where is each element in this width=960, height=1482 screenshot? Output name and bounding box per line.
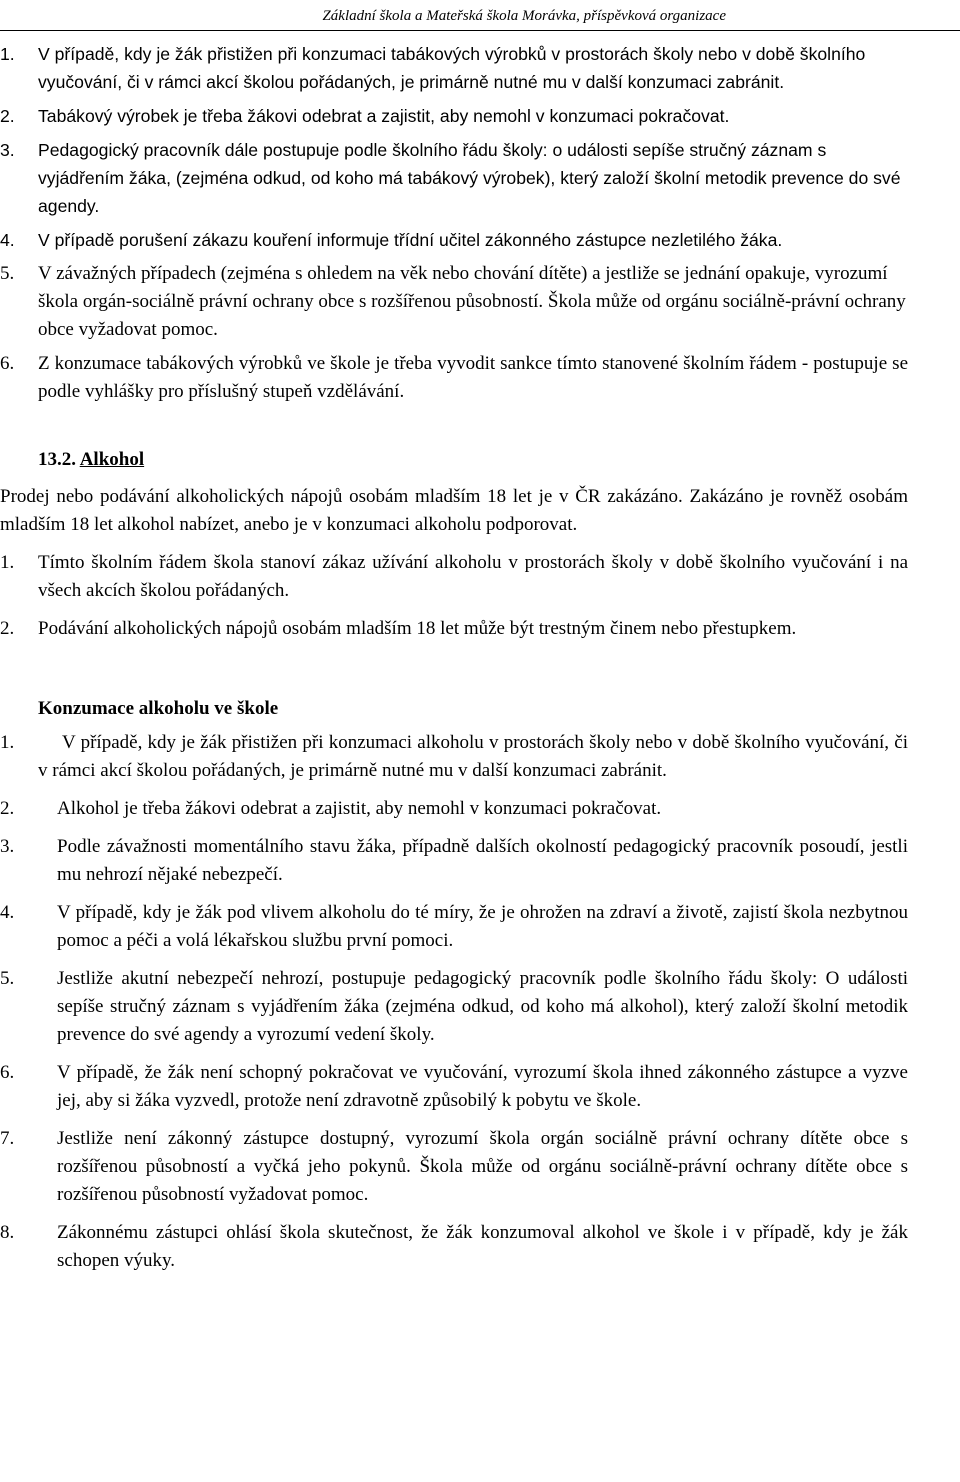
- list-item: [0, 102, 908, 130]
- list-item-number: 7.: [0, 1128, 15, 1149]
- list-item-text: Zákonnému zástupci ohlásí škola skutečnost, že žák konzumoval alkohol ve škole i v případě, kdy je žák schopen výuky.: [57, 1222, 908, 1271]
- list-item-number: 1.: [0, 552, 15, 573]
- list-item-number: 2.: [0, 618, 15, 639]
- list-item-number: 2.: [0, 798, 15, 819]
- list-item: [0, 965, 908, 1049]
- list-item-text: V případě, kdy je žák přistižen při konzumaci tabákových výrobků v prostorách školy nebo v době školního vyučování, či v rámci akcí školou pořádaných, je primárně nutné mu v další konzumaci zabránit.: [38, 44, 866, 92]
- list-item: [0, 795, 908, 823]
- alcohol-rules-list: [0, 549, 908, 643]
- alcohol-intro-paragraph: Prodej nebo podávání alkoholických nápojů osobám mladším 18 let je v ČR zakázáno. Zakázáno je rovněž osobám mladším 18 let alkohol nabízet, anebo je v konzumaci alkoholu podporovat.: [0, 486, 908, 535]
- subheading-consumption: Konzumace alkoholu ve škole: [38, 698, 279, 719]
- list-item-number: 8.: [0, 1222, 15, 1243]
- list-item-text: Tímto školním řádem škola stanoví zákaz užívání alkoholu v prostorách školy v době školního vyučování i na všech akcích školou pořádaných.: [38, 552, 908, 601]
- list-item-text: V závažných případech (zejména s ohledem na věk nebo chování dítěte) a jestliže se jednání opakuje, vyrozumí škola orgán-sociálně právní ochrany obce s rozšířenou působností. Škola může od orgánu sociálně-právní ochrany obce vyžadovat pomoc.: [38, 263, 906, 340]
- list-item-number: 4.: [0, 902, 15, 923]
- list-item: [0, 833, 908, 889]
- list-item-text: Jestliže není zákonný zástupce dostupný, vyrozumí škola orgán sociálně právní ochrany dítěte obce s rozšířenou působností a vyčká jeho pokynů. Škola může od orgánu sociálně-právní ochrany dítěte obce s rozšířenou působností vyžadovat pomoc.: [57, 1128, 908, 1205]
- header-title: Základní škola a Mateřská škola Morávka, příspěvková organizace: [322, 8, 726, 24]
- list-item-text: V případě, že žák není schopný pokračovat ve vyučování, vyrozumí škola ihned zákonného zástupce a vyzve jej, aby si žáka vyzvedl, protože není zdravotně způsobilý k pobytu ve škole.: [57, 1062, 908, 1111]
- list-item: [0, 615, 908, 643]
- list-item-number: 3.: [0, 140, 15, 160]
- list-item: [0, 40, 908, 96]
- list-item-number: 4.: [0, 230, 15, 250]
- list-item-number: 3.: [0, 836, 15, 857]
- list-item-number: 1.: [0, 44, 15, 64]
- list-item-text: Tabákový výrobek je třeba žákovi odebrat a zajistit, aby nemohl v konzumaci pokračovat.: [38, 106, 730, 126]
- tobacco-list: [0, 40, 908, 406]
- page-header: [0, 8, 960, 25]
- list-item: [0, 136, 908, 220]
- list-item-text: Z konzumace tabákových výrobků ve škole je třeba vyvodit sankce tímto stanovené školním řádem - postupuje se podle vyhlášky pro příslušný stupeň vzdělávání.: [38, 353, 908, 402]
- list-item-text: V případě, kdy je žák pod vlivem alkoholu do té míry, že je ohrožen na zdraví a životě, zajistí škola nezbytnou pomoc a péči a volá lékařskou službu první pomoci.: [57, 902, 908, 951]
- list-item: [0, 899, 908, 955]
- list-item-number: 6.: [0, 1062, 15, 1083]
- list-item: [0, 1125, 908, 1209]
- section-title: Alkohol: [79, 449, 145, 470]
- header-divider: [0, 30, 960, 31]
- list-item-number: 1.: [0, 732, 15, 753]
- section-heading-alcohol: [0, 446, 908, 474]
- list-item-text: Podle závažnosti momentálního stavu žáka, případně dalších okolností pedagogický pracovník posoudí, jestli mu nehrozí nějaké nebezpečí.: [57, 836, 908, 885]
- list-item-text: V případě, kdy je žák přistižen při konzumaci alkoholu v prostorách školy nebo v době školního vyučování, či v rámci akcí školou pořádaných, je primárně nutné mu v další konzumaci zabránit.: [38, 732, 908, 781]
- list-item: [0, 1219, 908, 1275]
- list-item-text: V případě porušení zákazu kouření informuje třídní učitel zákonného zástupce nezletilého žáka.: [38, 230, 783, 250]
- list-item-number: 5.: [0, 968, 15, 989]
- list-item: [0, 729, 908, 785]
- document-body: [0, 40, 908, 1275]
- list-item-number: 6.: [0, 353, 15, 374]
- list-item-text: Alkohol je třeba žákovi odebrat a zajistit, aby nemohl v konzumaci pokračovat.: [57, 798, 662, 819]
- consumption-list: [0, 729, 908, 1275]
- list-item: [0, 1059, 908, 1115]
- list-item: [0, 226, 908, 254]
- list-item: [0, 260, 908, 344]
- list-item-number: 2.: [0, 106, 15, 126]
- list-item-text: Podávání alkoholických nápojů osobám mladším 18 let může být trestným činem nebo přestupkem.: [38, 618, 797, 639]
- section-number: 13.2.: [38, 449, 76, 470]
- list-item: [0, 350, 908, 406]
- list-item-text: Jestliže akutní nebezpečí nehrozí, postupuje pedagogický pracovník podle školního řádu školy: O události sepíše stručný záznam s vyjádřením žáka (zejména odkud, od koho má alkohol), který založí školní metodik prevence do své agendy a vyrozumí vedení školy.: [57, 968, 908, 1045]
- list-item-number: 5.: [0, 263, 15, 284]
- list-item-text: Pedagogický pracovník dále postupuje podle školního řádu školy: o události sepíše stručný záznam s vyjádřením žáka, (zejména odkud, od koho má tabákový výrobek), který založí školní metodik prevence do své agendy.: [38, 140, 901, 216]
- list-item: [0, 549, 908, 605]
